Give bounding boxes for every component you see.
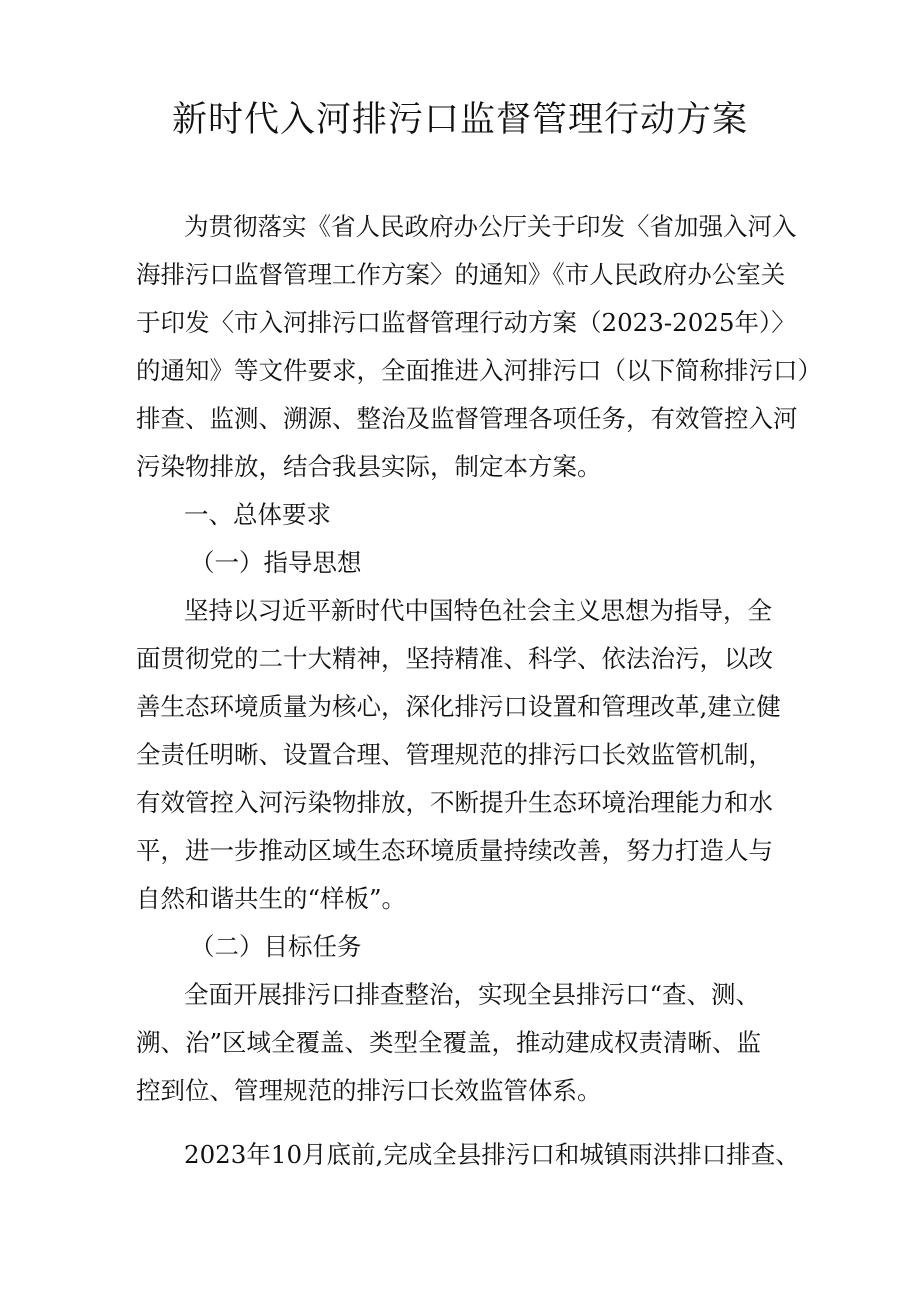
ideology-line-2: 面贯彻党的二十大精神，坚持精准、科学、依法治污，以改	[136, 644, 773, 673]
ideology-line-7: 自然和谐共生的“样板”。	[136, 884, 407, 913]
ideology-line-6: 平，进一步推动区域生态环境质量持续改善，努力打造人与	[136, 836, 773, 865]
subsection-heading-target-tasks: （二）目标任务	[190, 932, 362, 961]
intro-line-6: 污染物排放，结合我县实际，制定本方案。	[136, 452, 602, 481]
ideology-line-1: 坚持以习近平新时代中国特色社会主义思想为指导，全	[184, 596, 772, 625]
intro-line-2: 海排污口监督管理工作方案〉的通知》《市人民政府办公室关	[136, 260, 786, 289]
target-line-1: 全面开展排污口排查整治，实现全县排污口“查、测、	[184, 980, 761, 1009]
ideology-line-3: 善生态环境质量为核心，深化排污口设置和管理改革,建立健	[136, 692, 781, 721]
section-heading-general-requirements: 一、总体要求	[184, 500, 331, 529]
document-title: 新时代入河排污口监督管理行动方案	[171, 100, 748, 140]
target-line-2: 溯、治”区域全覆盖、类型全覆盖，推动建成权责清晰、监	[136, 1028, 762, 1057]
intro-line-4: 的通知》等文件要求，全面推进入河排污口（以下简称排污口）	[136, 356, 822, 385]
intro-line-3: 于印发〈市入河排污口监督管理行动方案（2023-2025年）〉	[136, 308, 796, 337]
ideology-line-5: 有效管控入河污染物排放，不断提升生态环境治理能力和水	[136, 788, 773, 817]
target-line-3: 控到位、管理规范的排污口长效监管体系。	[136, 1076, 602, 1105]
intro-line-5: 排查、监测、溯源、整治及监督管理各项任务，有效管控入河	[136, 404, 798, 433]
milestone-paragraph-line: 2023年10月底前,完成全县排污口和城镇雨洪排口排查、	[184, 1140, 800, 1169]
ideology-line-4: 全责任明晰、设置合理、管理规范的排污口长效监管机制，	[136, 740, 773, 769]
intro-line-1: 为贯彻落实《省人民政府办公厅关于印发〈省加强入河入	[184, 212, 797, 241]
subsection-heading-guiding-ideology: （一）指导思想	[190, 548, 362, 577]
